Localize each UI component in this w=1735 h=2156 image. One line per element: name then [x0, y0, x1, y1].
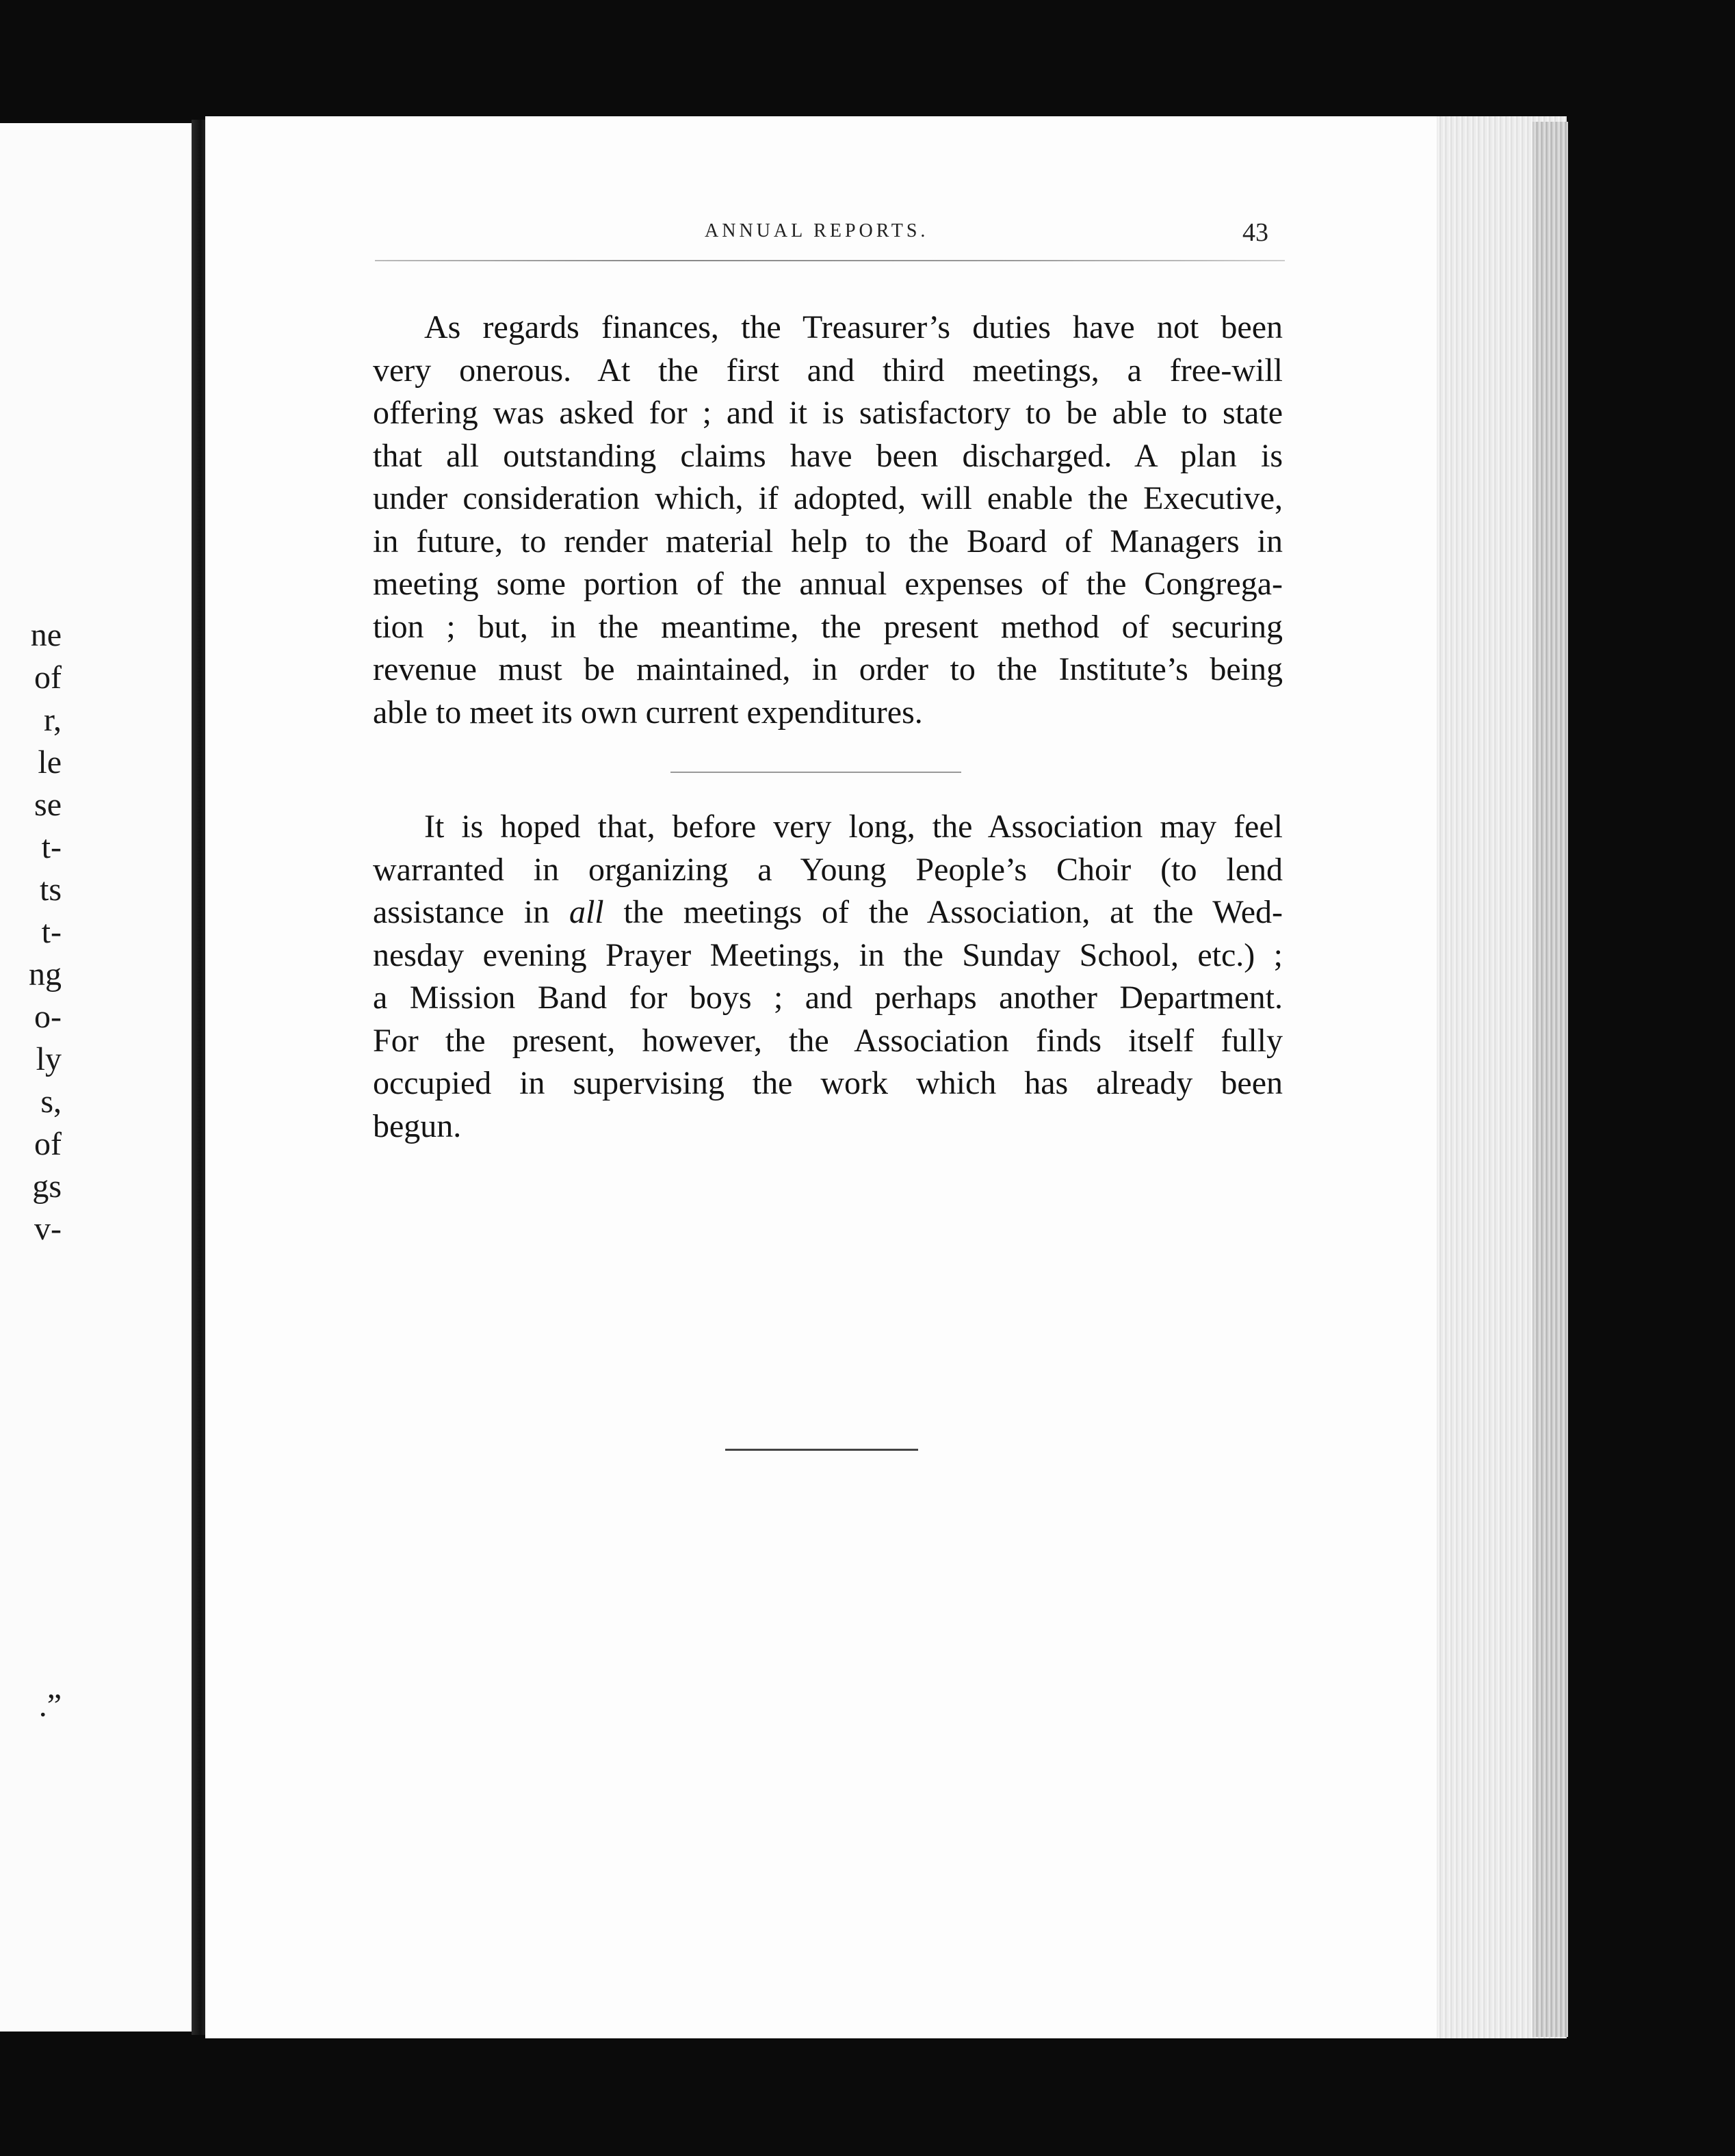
left-page-fragment: s,: [40, 1083, 62, 1120]
text-line: For the present, however, the Association finds itself fully: [373, 1022, 1283, 1059]
left-page-fragment: r,: [43, 702, 62, 738]
end-rule: [725, 1449, 918, 1451]
running-head: ANNUAL REPORTS.: [705, 220, 929, 241]
text-line: revenue must be maintained, in order to the Institute’s being: [373, 651, 1283, 687]
text-line: in future, to render material help to the Board of Managers in: [373, 523, 1283, 560]
text-line: As regards finances, the Treasurer’s duties have not been: [424, 309, 1283, 345]
left-page-fragment: ng: [29, 956, 62, 992]
text-line: that all outstanding claims have been discharged. A plan is: [373, 437, 1283, 474]
page-edges-shadow: [1532, 122, 1568, 2037]
left-page-fragment: le: [38, 744, 62, 780]
text-fragment: the meetings of the Association, at the Wed-: [603, 894, 1283, 930]
left-page-fragment: t-: [41, 914, 62, 950]
text-line: begun.: [373, 1107, 462, 1144]
section-separator: [670, 772, 961, 773]
text-line: occupied in supervising the work which has already been: [373, 1065, 1283, 1101]
left-page-fragment: of: [34, 659, 62, 696]
emphasis-all: all: [569, 894, 604, 930]
left-page-fragment: gs: [32, 1168, 62, 1205]
left-page-fragment: ne: [30, 617, 62, 653]
text-line: offering was asked for ; and it is satisfactory to be able to state: [373, 395, 1283, 431]
text-line: a Mission Band for boys ; and perhaps another Department.: [373, 980, 1283, 1016]
paragraph-finances: [373, 306, 1283, 734]
left-page: [0, 123, 205, 2032]
left-page-fragment: of: [34, 1126, 62, 1162]
left-page-fragment: o-: [34, 999, 62, 1035]
left-page-fragment: se: [34, 787, 62, 823]
text-line: nesday evening Prayer Meetings, in the Sunday School, etc.) ;: [373, 936, 1283, 973]
text-line: warranted in organizing a Young People’s Choir (to lend: [373, 851, 1283, 888]
left-page-fragment: v-: [34, 1211, 62, 1247]
text-line: It is hoped that, before very long, the Association may feel: [424, 808, 1283, 845]
text-line: tion ; but, in the meantime, the present method of securing: [373, 608, 1283, 645]
left-page-fragment: t-: [41, 829, 62, 865]
text-line: meeting some portion of the annual expenses of the Congrega-: [373, 566, 1283, 602]
left-page-fragment: ts: [39, 871, 62, 908]
page-number: 43: [1242, 218, 1268, 247]
text-line: under consideration which, if adopted, will enable the Executive,: [373, 480, 1283, 516]
left-page-fragment: ly: [36, 1041, 62, 1077]
text-fragment: assistance in: [373, 894, 569, 930]
text-line: very onerous. At the first and third meetings, a free-will: [373, 352, 1283, 389]
left-page-fragment: .”: [38, 1687, 62, 1724]
header-rule: [375, 260, 1285, 261]
text-line: able to meet its own current expenditures.: [373, 694, 923, 731]
text-line: [373, 891, 1283, 934]
paragraph-future-plans: [373, 806, 1283, 1148]
